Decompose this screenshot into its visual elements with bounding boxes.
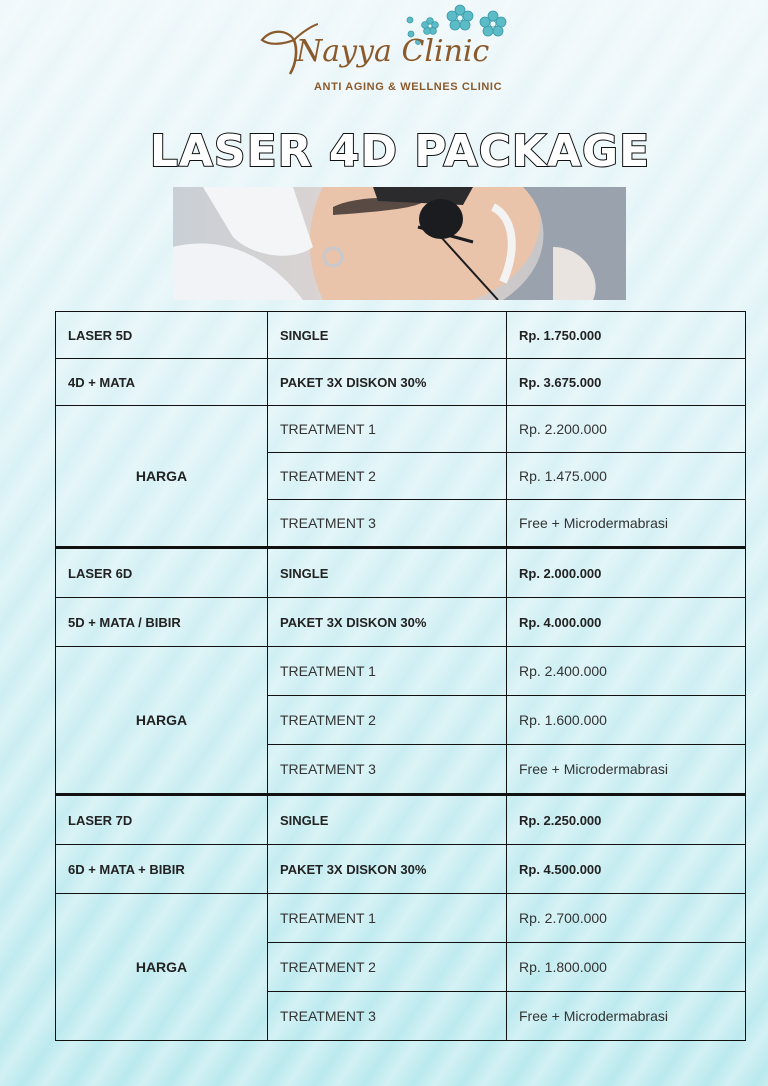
treatment-price: Rp. 2.400.000 <box>507 647 746 696</box>
package-single-row <box>56 312 746 359</box>
combo-price: Rp. 3.675.000 <box>507 359 746 406</box>
harga-label: HARGA <box>56 406 268 548</box>
treatment-price: Rp. 1.800.000 <box>507 943 746 992</box>
package-combo-row <box>56 845 746 894</box>
package-combo-row <box>56 598 746 647</box>
single-label: SINGLE <box>268 312 507 359</box>
treatment-price: Rp. 2.200.000 <box>507 406 746 453</box>
clinic-header <box>0 0 768 120</box>
treatment-label: TREATMENT 3 <box>268 745 507 795</box>
treatment-label: TREATMENT 3 <box>268 500 507 548</box>
package-single-row <box>56 548 746 598</box>
price-table <box>55 311 746 1041</box>
treatment-price: Rp. 1.600.000 <box>507 696 746 745</box>
package-single-row <box>56 795 746 845</box>
harga-label: HARGA <box>56 647 268 795</box>
treatment-row <box>56 894 746 943</box>
package-name: LASER 7D <box>56 795 268 845</box>
combo-name: 5D + MATA / BIBIR <box>56 598 268 647</box>
single-price: Rp. 2.000.000 <box>507 548 746 598</box>
treatment-price: Rp. 1.475.000 <box>507 453 746 500</box>
combo-name: 4D + MATA <box>56 359 268 406</box>
treatment-price: Free + Microdermabrasi <box>507 745 746 795</box>
package-name: LASER 6D <box>56 548 268 598</box>
combo-label: PAKET 3X DISKON 30% <box>268 845 507 894</box>
treatment-label: TREATMENT 3 <box>268 992 507 1041</box>
single-price: Rp. 1.750.000 <box>507 312 746 359</box>
treatment-label: TREATMENT 2 <box>268 943 507 992</box>
combo-label: PAKET 3X DISKON 30% <box>268 598 507 647</box>
single-label: SINGLE <box>268 548 507 598</box>
combo-price: Rp. 4.000.000 <box>507 598 746 647</box>
package-combo-row <box>56 359 746 406</box>
harga-label: HARGA <box>56 894 268 1041</box>
treatment-row <box>56 647 746 696</box>
single-label: SINGLE <box>268 795 507 845</box>
treatment-row <box>56 406 746 453</box>
combo-label: PAKET 3X DISKON 30% <box>268 359 507 406</box>
combo-price: Rp. 4.500.000 <box>507 845 746 894</box>
package-name: LASER 5D <box>56 312 268 359</box>
combo-name: 6D + MATA + BIBIR <box>56 845 268 894</box>
laser-treatment-photo <box>173 187 626 300</box>
clinic-name: Nayya Clinic <box>296 34 490 69</box>
treatment-label: TREATMENT 2 <box>268 453 507 500</box>
treatment-label: TREATMENT 2 <box>268 696 507 745</box>
treatment-label: TREATMENT 1 <box>268 894 507 943</box>
treatment-label: TREATMENT 1 <box>268 647 507 696</box>
single-price: Rp. 2.250.000 <box>507 795 746 845</box>
treatment-price: Free + Microdermabrasi <box>507 992 746 1041</box>
treatment-price: Free + Microdermabrasi <box>507 500 746 548</box>
clinic-tagline: ANTI AGING & WELLNES CLINIC <box>314 81 503 93</box>
page-title: LASER 4D PACKAGE <box>149 126 651 177</box>
treatment-label: TREATMENT 1 <box>268 406 507 453</box>
treatment-price: Rp. 2.700.000 <box>507 894 746 943</box>
